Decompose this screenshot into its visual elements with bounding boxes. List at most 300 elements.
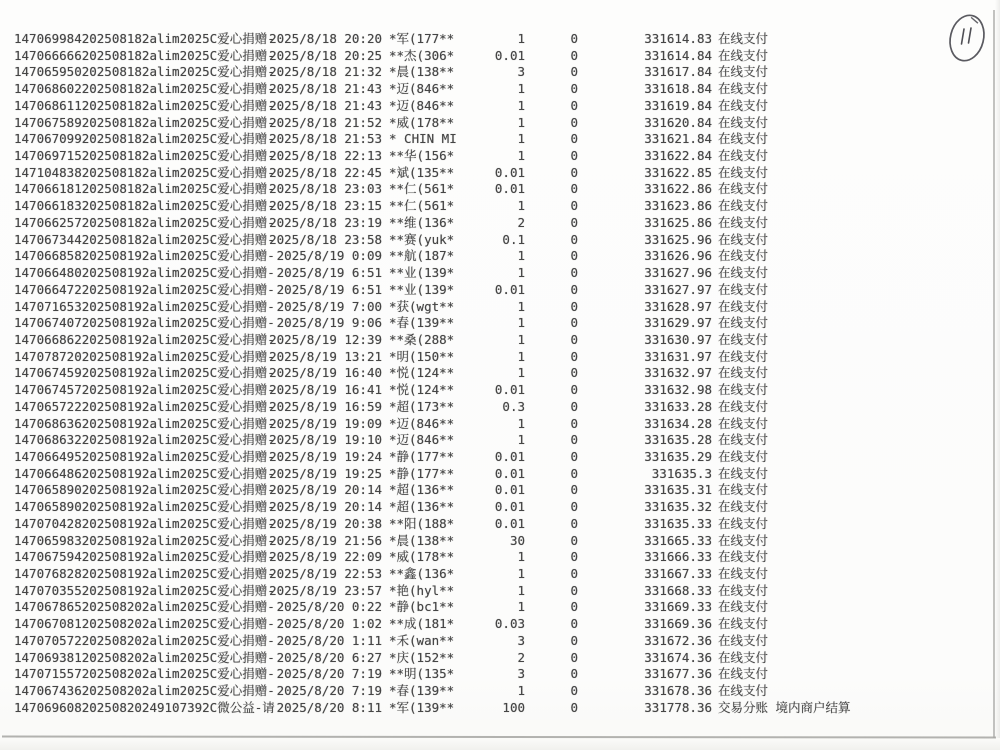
cell-fee: 0: [570, 482, 578, 498]
handwritten-page-number-circle: [936, 8, 998, 70]
cell-transaction-id: 147069381202508202alim2025C爱心捐赠-: [14, 649, 275, 665]
cell-balance: 331622.84: [644, 148, 712, 164]
cell-fee: 0: [570, 448, 578, 464]
cell-fee: 0: [570, 632, 578, 648]
cell-settle-method: 在线支付: [718, 532, 769, 548]
cell-transaction-id: 147071557202508202alim2025C爱心捐赠-: [14, 666, 275, 682]
cell-amount: 1: [517, 415, 525, 431]
cell-payer: *禾(wan**: [389, 632, 455, 648]
cell-fee: 0: [570, 398, 578, 414]
cell-settle-method: 在线支付: [718, 666, 769, 682]
cell-balance: 331633.28: [644, 398, 712, 414]
cell-settle-method: 在线支付: [718, 499, 769, 515]
cell-transaction-id: 147068611202508182alim2025C爱心捐赠-: [14, 97, 275, 113]
cell-settle-method: 在线支付: [718, 31, 769, 46]
cell-amount: 1: [517, 31, 525, 46]
cell-transaction-id: 147067594202508192alim2025C爱心捐赠-: [14, 549, 275, 565]
cell-amount: 3: [517, 64, 525, 80]
cell-payer: *春(139**: [389, 683, 455, 699]
cell-balance: 331619.84: [644, 97, 712, 113]
cell-datetime: 2025/8/20 7:19: [276, 666, 382, 682]
cell-datetime: 2025/8/18 23:15: [269, 198, 382, 214]
cell-datetime: 2025/8/18 21:32: [269, 64, 382, 80]
cell-datetime: 2025/8/18 21:43: [269, 97, 382, 113]
cell-fee: 0: [570, 97, 578, 113]
cell-amount: 0.03: [494, 616, 525, 632]
cell-transaction-id: 147066666202508182alim2025C爱心捐赠-: [14, 47, 275, 63]
cell-datetime: 2025/8/19 16:59: [269, 398, 382, 414]
cell-balance: 331678.36: [644, 683, 712, 699]
cell-fee: 0: [570, 47, 578, 63]
table-row: [0, 181, 1000, 198]
cell-balance: 331622.85: [644, 164, 712, 180]
cell-amount: 1: [517, 365, 525, 381]
cell-balance: 331631.97: [644, 348, 712, 364]
table-row: [0, 315, 1000, 332]
cell-payer: *静(177**: [389, 465, 455, 481]
cell-datetime: 2025/8/18 23:58: [269, 231, 382, 247]
cell-fee: 0: [570, 331, 578, 347]
table-row: [0, 48, 1000, 65]
cell-settle-method: 在线支付: [718, 97, 769, 113]
cell-datetime: 2025/8/20 0:22: [276, 599, 382, 615]
cell-balance: 331620.84: [644, 114, 712, 130]
cell-payer: *静(bc1**: [389, 599, 455, 615]
cell-balance: 331625.96: [644, 231, 712, 247]
cell-payer: **杰(306*: [389, 47, 455, 63]
cell-fee: 0: [570, 699, 578, 715]
cell-fee: 0: [570, 382, 578, 398]
cell-balance: 331635.32: [644, 499, 712, 515]
cell-settle-method: 在线支付: [718, 515, 769, 531]
cell-fee: 0: [570, 315, 578, 331]
cell-transaction-id: 147067436202508202alim2025C爱心捐赠-: [14, 683, 275, 699]
table-row: [0, 131, 1000, 148]
cell-settle-method: 交易分账 境内商户结算: [718, 699, 851, 715]
cell-datetime: 2025/8/19 0:09: [276, 248, 382, 264]
cell-fee: 0: [570, 432, 578, 448]
cell-fee: 0: [570, 181, 578, 197]
cell-fee: 0: [570, 114, 578, 130]
cell-transaction-id: 147065890202508192alim2025C爱心捐赠-: [14, 499, 275, 515]
cell-amount: 0.01: [494, 281, 525, 297]
cell-settle-method: 在线支付: [718, 448, 769, 464]
cell-balance: 331614.84: [644, 47, 712, 63]
cell-payer: *获(wgt**: [389, 298, 455, 314]
cell-payer: *迈(846**: [389, 97, 455, 113]
table-row: [0, 566, 1000, 583]
cell-payer: *悦(124**: [389, 365, 455, 381]
cell-datetime: 2025/8/19 19:10: [269, 432, 382, 448]
scan-shade-right: [995, 0, 1000, 750]
table-row: [0, 349, 1000, 366]
cell-transaction-id: 147067457202508192alim2025C爱心捐赠-: [14, 382, 275, 398]
cell-fee: 0: [570, 214, 578, 230]
cell-balance: 331629.97: [644, 315, 712, 331]
cell-amount: 1: [517, 148, 525, 164]
cell-payer: **航(187*: [389, 248, 455, 264]
cell-payer: **赛(yuk*: [389, 231, 455, 247]
cell-fee: 0: [570, 649, 578, 665]
cell-datetime: 2025/8/19 19:24: [269, 448, 382, 464]
cell-payer: **成(181*: [389, 616, 455, 632]
cell-settle-method: 在线支付: [718, 315, 769, 331]
cell-amount: 1: [517, 315, 525, 331]
cell-payer: **明(135*: [389, 666, 455, 682]
cell-balance: 331666.33: [644, 549, 712, 565]
cell-settle-method: 在线支付: [718, 616, 769, 632]
cell-balance: 331674.36: [644, 649, 712, 665]
cell-settle-method: 在线支付: [718, 331, 769, 347]
cell-fee: 0: [570, 683, 578, 699]
cell-fee: 0: [570, 415, 578, 431]
cell-fee: 0: [570, 365, 578, 381]
table-row: [0, 482, 1000, 499]
cell-datetime: 2025/8/18 20:25: [269, 47, 382, 63]
cell-balance: 331621.84: [644, 131, 712, 147]
cell-settle-method: 在线支付: [718, 198, 769, 214]
table-row: [0, 148, 1000, 165]
cell-datetime: 2025/8/20 6:27: [276, 649, 382, 665]
cell-fee: 0: [570, 131, 578, 147]
cell-payer: *庆(152**: [389, 649, 455, 665]
cell-payer: **业(139*: [389, 265, 455, 281]
cell-fee: 0: [570, 465, 578, 481]
cell-datetime: 2025/8/20 1:02: [276, 616, 382, 632]
cell-balance: 331634.28: [644, 415, 712, 431]
cell-settle-method: 在线支付: [718, 47, 769, 63]
table-row: [0, 282, 1000, 299]
table-row: [0, 382, 1000, 399]
cell-settle-method: 在线支付: [718, 398, 769, 414]
cell-amount: 0.01: [494, 47, 525, 63]
cell-amount: 1: [517, 298, 525, 314]
cell-transaction-id: 147070428202508192alim2025C爱心捐赠-: [14, 515, 275, 531]
cell-transaction-id: 147068636202508192alim2025C爱心捐赠-: [14, 415, 275, 431]
cell-amount: 0.1: [502, 231, 525, 247]
scan-shade-bottom: [0, 738, 1000, 750]
cell-fee: 0: [570, 265, 578, 281]
cell-amount: 1: [517, 331, 525, 347]
cell-payer: **业(139*: [389, 281, 455, 297]
cell-fee: 0: [570, 198, 578, 214]
table-row: [0, 232, 1000, 249]
cell-settle-method: 在线支付: [718, 465, 769, 481]
cell-datetime: 2025/8/19 21:56: [269, 532, 382, 548]
cell-balance: 331630.97: [644, 331, 712, 347]
cell-datetime: 2025/8/19 20:14: [269, 499, 382, 515]
cell-transaction-id: 147070355202508192alim2025C爱心捐赠-: [14, 582, 275, 598]
cell-datetime: 2025/8/18 23:03: [269, 181, 382, 197]
cell-amount: 1: [517, 566, 525, 581]
cell-datetime: 2025/8/18 21:52: [269, 114, 382, 130]
cell-transaction-id: 147066486202508192alim2025C爱心捐赠-: [14, 465, 275, 481]
cell-balance: 331617.84: [644, 64, 712, 80]
cell-settle-method: 在线支付: [718, 432, 769, 448]
cell-amount: 0.01: [494, 382, 525, 398]
cell-fee: 0: [570, 582, 578, 598]
cell-balance: 331632.97: [644, 365, 712, 381]
cell-transaction-id: 147066181202508182alim2025C爱心捐赠-: [14, 181, 275, 197]
table-row: [0, 399, 1000, 416]
cell-transaction-id: 147070572202508202alim2025C爱心捐赠-: [14, 632, 275, 648]
cell-amount: 3: [517, 632, 525, 648]
cell-amount: 0.01: [494, 448, 525, 464]
cell-amount: 0.01: [494, 499, 525, 515]
cell-transaction-id: 147066862202508192alim2025C爱心捐赠-: [14, 331, 275, 347]
table-row: [0, 215, 1000, 232]
cell-transaction-id: 14706960820250820249107392C微公益-请: [14, 699, 275, 715]
cell-fee: 0: [570, 532, 578, 548]
table-row: [0, 499, 1000, 516]
cell-settle-method: 在线支付: [718, 164, 769, 180]
cell-transaction-id: 147067099202508182alim2025C爱心捐赠-: [14, 131, 275, 147]
cell-payer: *艳(hyl**: [389, 582, 455, 598]
cell-amount: 0.01: [494, 482, 525, 498]
cell-amount: 1: [517, 432, 525, 448]
cell-payer: *迈(846**: [389, 415, 455, 431]
cell-payer: *静(177**: [389, 448, 455, 464]
cell-payer: **仁(561*: [389, 198, 455, 214]
cell-datetime: 2025/8/20 8:11: [276, 699, 382, 715]
cell-balance: 331778.36: [644, 699, 712, 715]
cell-fee: 0: [570, 515, 578, 531]
cell-balance: 331635.31: [644, 482, 712, 498]
transactions-table: [0, 31, 1000, 716]
cell-settle-method: 在线支付: [718, 382, 769, 398]
cell-balance: 331628.97: [644, 298, 712, 314]
cell-settle-method: 在线支付: [718, 148, 769, 164]
table-row: [0, 683, 1000, 700]
cell-settle-method: 在线支付: [718, 549, 769, 565]
cell-balance: 331677.36: [644, 666, 712, 682]
cell-fee: 0: [570, 566, 578, 581]
cell-amount: 0.3: [502, 398, 525, 414]
cell-balance: 331635.3: [651, 465, 712, 481]
cell-datetime: 2025/8/18 21:43: [269, 81, 382, 97]
cell-fee: 0: [570, 248, 578, 264]
table-row: [0, 583, 1000, 600]
table-row: [0, 98, 1000, 115]
cell-transaction-id: 147066472202508192alim2025C爱心捐赠-: [14, 281, 275, 297]
cell-transaction-id: 147066495202508192alim2025C爱心捐赠-: [14, 448, 275, 464]
table-row: [0, 599, 1000, 616]
cell-balance: 331623.86: [644, 198, 712, 214]
table-row: [0, 299, 1000, 316]
cell-amount: 1: [517, 599, 525, 615]
cell-fee: 0: [570, 281, 578, 297]
cell-payer: *超(136**: [389, 482, 455, 498]
table-row: [0, 332, 1000, 349]
cell-settle-method: 在线支付: [718, 114, 769, 130]
cell-datetime: 2025/8/18 21:53: [269, 131, 382, 147]
cell-settle-method: 在线支付: [718, 231, 769, 247]
cell-payer: *迈(846**: [389, 81, 455, 97]
cell-transaction-id: 147069715202508182alim2025C爱心捐赠-: [14, 148, 275, 164]
cell-fee: 0: [570, 298, 578, 314]
cell-transaction-id: 147067407202508192alim2025C爱心捐赠-: [14, 315, 275, 331]
cell-datetime: 2025/8/18 20:20: [269, 31, 382, 46]
cell-payer: *超(173**: [389, 398, 455, 414]
cell-amount: 2: [517, 214, 525, 230]
cell-datetime: 2025/8/19 16:40: [269, 365, 382, 381]
cell-transaction-id: 147066480202508192alim2025C爱心捐赠-: [14, 265, 275, 281]
cell-transaction-id: 147065950202508182alim2025C爱心捐赠-: [14, 64, 275, 80]
cell-payer: *威(178**: [389, 549, 455, 565]
cell-transaction-id: 147071653202508192alim2025C爱心捐赠-: [14, 298, 275, 314]
table-row: [0, 81, 1000, 98]
cell-datetime: 2025/8/20 1:11: [276, 632, 382, 648]
cell-datetime: 2025/8/18 22:45: [269, 164, 382, 180]
cell-settle-method: 在线支付: [718, 482, 769, 498]
cell-transaction-id: 147066257202508182alim2025C爱心捐赠-: [14, 214, 275, 230]
cell-amount: 100: [502, 699, 525, 715]
cell-datetime: 2025/8/18 23:19: [269, 214, 382, 230]
table-row: [0, 198, 1000, 215]
cell-settle-method: 在线支付: [718, 248, 769, 264]
cell-datetime: 2025/8/18 22:13: [269, 148, 382, 164]
cell-balance: 331635.29: [644, 448, 712, 464]
cell-payer: *春(139**: [389, 315, 455, 331]
cell-transaction-id: 147068602202508182alim2025C爱心捐赠-: [14, 81, 275, 97]
cell-fee: 0: [570, 64, 578, 80]
cell-amount: 1: [517, 348, 525, 364]
cell-datetime: 2025/8/19 6:51: [276, 265, 382, 281]
cell-payer: *军(139**: [389, 699, 455, 715]
cell-amount: 0.01: [494, 181, 525, 197]
cell-fee: 0: [570, 599, 578, 615]
cell-balance: 331627.96: [644, 265, 712, 281]
table-row: [0, 449, 1000, 466]
cell-settle-method: 在线支付: [718, 298, 769, 314]
cell-balance: 331626.96: [644, 248, 712, 264]
cell-balance: 331625.86: [644, 214, 712, 230]
cell-settle-method: 在线支付: [718, 599, 769, 615]
cell-transaction-id: 147067589202508182alim2025C爱心捐赠-: [14, 114, 275, 130]
cell-balance: 331627.97: [644, 281, 712, 297]
cell-settle-method: 在线支付: [718, 582, 769, 598]
cell-fee: 0: [570, 616, 578, 632]
cell-transaction-id: 147067344202508182alim2025C爱心捐赠-: [14, 231, 275, 247]
table-row: [0, 265, 1000, 282]
cell-balance: 331622.86: [644, 181, 712, 197]
table-row: [0, 416, 1000, 433]
cell-amount: 30: [509, 532, 525, 548]
cell-transaction-id: 147066183202508182alim2025C爱心捐赠-: [14, 198, 275, 214]
cell-settle-method: 在线支付: [718, 632, 769, 648]
cell-fee: 0: [570, 81, 578, 97]
cell-payer: *晨(138**: [389, 64, 455, 80]
cell-datetime: 2025/8/19 20:14: [269, 482, 382, 498]
cell-amount: 1: [517, 683, 525, 699]
cell-transaction-id: 147065890202508192alim2025C爱心捐赠-: [14, 482, 275, 498]
table-row: [0, 650, 1000, 667]
cell-amount: 0.01: [494, 164, 525, 180]
cell-payer: *斌(135**: [389, 164, 455, 180]
cell-datetime: 2025/8/19 23:57: [269, 582, 382, 598]
cell-settle-method: 在线支付: [718, 649, 769, 665]
cell-transaction-id: 147069984202508182alim2025C爱心捐赠-: [14, 31, 275, 46]
cell-balance: 331635.28: [644, 432, 712, 448]
cell-amount: 2: [517, 649, 525, 665]
cell-transaction-id: 147068632202508192alim2025C爱心捐赠-: [14, 432, 275, 448]
cell-fee: 0: [570, 231, 578, 247]
cell-amount: 3: [517, 666, 525, 682]
table-row: [0, 31, 1000, 48]
cell-fee: 0: [570, 148, 578, 164]
cell-datetime: 2025/8/19 7:00: [276, 298, 382, 314]
table-row: [0, 700, 1000, 717]
cell-transaction-id: 147067865202508202alim2025C爱心捐赠-: [14, 599, 275, 615]
cell-settle-method: 在线支付: [718, 81, 769, 97]
handwritten-page-number: [962, 28, 972, 44]
cell-balance: 331668.33: [644, 582, 712, 598]
cell-payer: **鑫(136*: [389, 566, 455, 581]
cell-fee: 0: [570, 499, 578, 515]
cell-settle-method: 在线支付: [718, 683, 769, 699]
cell-transaction-id: 147065983202508192alim2025C爱心捐赠-: [14, 532, 275, 548]
cell-settle-method: 在线支付: [718, 214, 769, 230]
cell-amount: 1: [517, 248, 525, 264]
cell-amount: 1: [517, 97, 525, 113]
cell-amount: 1: [517, 582, 525, 598]
cell-payer: **仁(561*: [389, 181, 455, 197]
cell-settle-method: 在线支付: [718, 365, 769, 381]
cell-transaction-id: 147104838202508182alim2025C爱心捐赠-: [14, 164, 275, 180]
cell-transaction-id: 147076828202508192alim2025C爱心捐赠-: [14, 566, 275, 581]
cell-balance: 331665.33: [644, 532, 712, 548]
cell-datetime: 2025/8/19 13:21: [269, 348, 382, 364]
cell-amount: 1: [517, 114, 525, 130]
cell-transaction-id: 147067081202508202alim2025C爱心捐赠-: [14, 616, 275, 632]
cell-datetime: 2025/8/19 19:09: [269, 415, 382, 431]
cell-settle-method: 在线支付: [718, 566, 769, 581]
cell-amount: 0.01: [494, 515, 525, 531]
table-row: [0, 466, 1000, 483]
cell-transaction-id: 147065722202508192alim2025C爱心捐赠-: [14, 398, 275, 414]
cell-payer: **阳(188*: [389, 515, 455, 531]
cell-datetime: 2025/8/19 22:53: [269, 566, 382, 581]
cell-datetime: 2025/8/19 20:38: [269, 515, 382, 531]
table-row: [0, 549, 1000, 566]
cell-fee: 0: [570, 549, 578, 565]
cell-balance: 331614.83: [644, 31, 712, 46]
cell-balance: 331618.84: [644, 81, 712, 97]
table-row: [0, 365, 1000, 382]
cell-balance: 331632.98: [644, 382, 712, 398]
cell-payer: *悦(124**: [389, 382, 455, 398]
cell-fee: 0: [570, 348, 578, 364]
cell-fee: 0: [570, 164, 578, 180]
cell-transaction-id: 147078720202508192alim2025C爱心捐赠-: [14, 348, 275, 364]
cell-amount: 1: [517, 549, 525, 565]
cell-datetime: 2025/8/19 9:06: [276, 315, 382, 331]
cell-balance: 331635.33: [644, 515, 712, 531]
cell-payer: *迈(846**: [389, 432, 455, 448]
table-row: [0, 165, 1000, 182]
table-row: [0, 248, 1000, 265]
cell-payer: *军(177**: [389, 31, 455, 46]
cell-payer: *威(178**: [389, 114, 455, 130]
cell-payer: **华(156*: [389, 148, 455, 164]
cell-amount: 1: [517, 265, 525, 281]
table-row: [0, 432, 1000, 449]
cell-payer: *明(150**: [389, 348, 455, 364]
cell-amount: 1: [517, 198, 525, 214]
cell-payer: * CHIN MI: [389, 131, 457, 147]
table-row: [0, 666, 1000, 683]
cell-fee: 0: [570, 31, 578, 46]
